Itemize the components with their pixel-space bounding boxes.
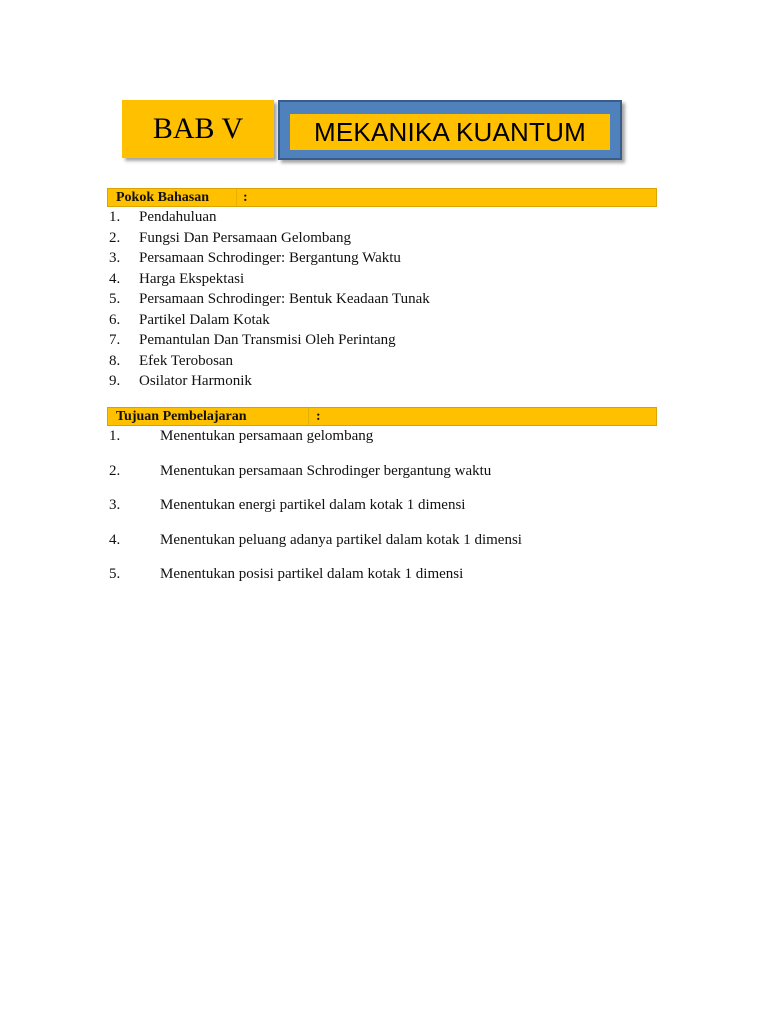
item-number: 4. xyxy=(109,531,121,548)
item-text: Fungsi Dan Persamaan Gelombang xyxy=(139,229,352,246)
pokok-bahasan-colon: : xyxy=(243,190,248,205)
item-text: Pemantulan Dan Transmisi Oleh Perintang xyxy=(139,332,396,348)
item-text: Osilator Harmonik xyxy=(139,373,252,389)
chapter-title-box xyxy=(278,100,622,160)
chapter-title: MEKANIKA KUANTUM xyxy=(314,116,586,147)
item-text: Menentukan posisi partikel dalam kotak 1 dimensi xyxy=(160,566,464,582)
item-number: 1. xyxy=(109,428,121,444)
tujuan-pembelajaran-colon: : xyxy=(316,409,321,424)
item-text: Menentukan energi partikel dalam kotak 1 dimensi xyxy=(160,497,466,513)
item-text: Partikel Dalam Kotak xyxy=(139,311,270,328)
item-number: 3. xyxy=(109,497,121,513)
tujuan-pembelajaran-label: Tujuan Pembelajaran xyxy=(116,409,247,424)
pokok-bahasan-label: Pokok Bahasan xyxy=(116,190,209,205)
item-number: 5. xyxy=(109,566,121,582)
item-number: 6. xyxy=(109,311,121,328)
item-text: Menentukan persamaan gelombang xyxy=(160,428,374,444)
header-divider xyxy=(308,408,309,425)
item-number: 8. xyxy=(109,352,121,369)
item-text: Harga Ekspektasi xyxy=(139,270,245,287)
item-number: 2. xyxy=(109,229,121,246)
item-number: 9. xyxy=(109,373,121,389)
item-number: 3. xyxy=(109,250,121,266)
pokok-bahasan-header xyxy=(107,188,657,207)
chapter-number: BAB V xyxy=(152,112,244,145)
tujuan-pembelajaran-header xyxy=(107,407,657,426)
item-text: Efek Terobosan xyxy=(139,352,234,369)
header-divider xyxy=(236,189,237,206)
item-number: 7. xyxy=(109,332,121,348)
chapter-title-inner xyxy=(290,114,610,150)
item-text: Pendahuluan xyxy=(139,209,217,225)
chapter-number-box xyxy=(122,100,274,158)
item-text: Persamaan Schrodinger: Bergantung Waktu xyxy=(139,250,401,266)
item-number: 5. xyxy=(109,291,121,307)
item-text: Menentukan peluang adanya partikel dalam kotak 1 dimensi xyxy=(160,531,522,548)
item-text: Menentukan persamaan Schrodinger bergantung waktu xyxy=(160,462,492,479)
item-number: 4. xyxy=(109,270,121,287)
item-number: 1. xyxy=(109,209,121,225)
item-text: Persamaan Schrodinger: Bentuk Keadaan Tunak xyxy=(139,291,430,307)
item-number: 2. xyxy=(109,462,121,479)
